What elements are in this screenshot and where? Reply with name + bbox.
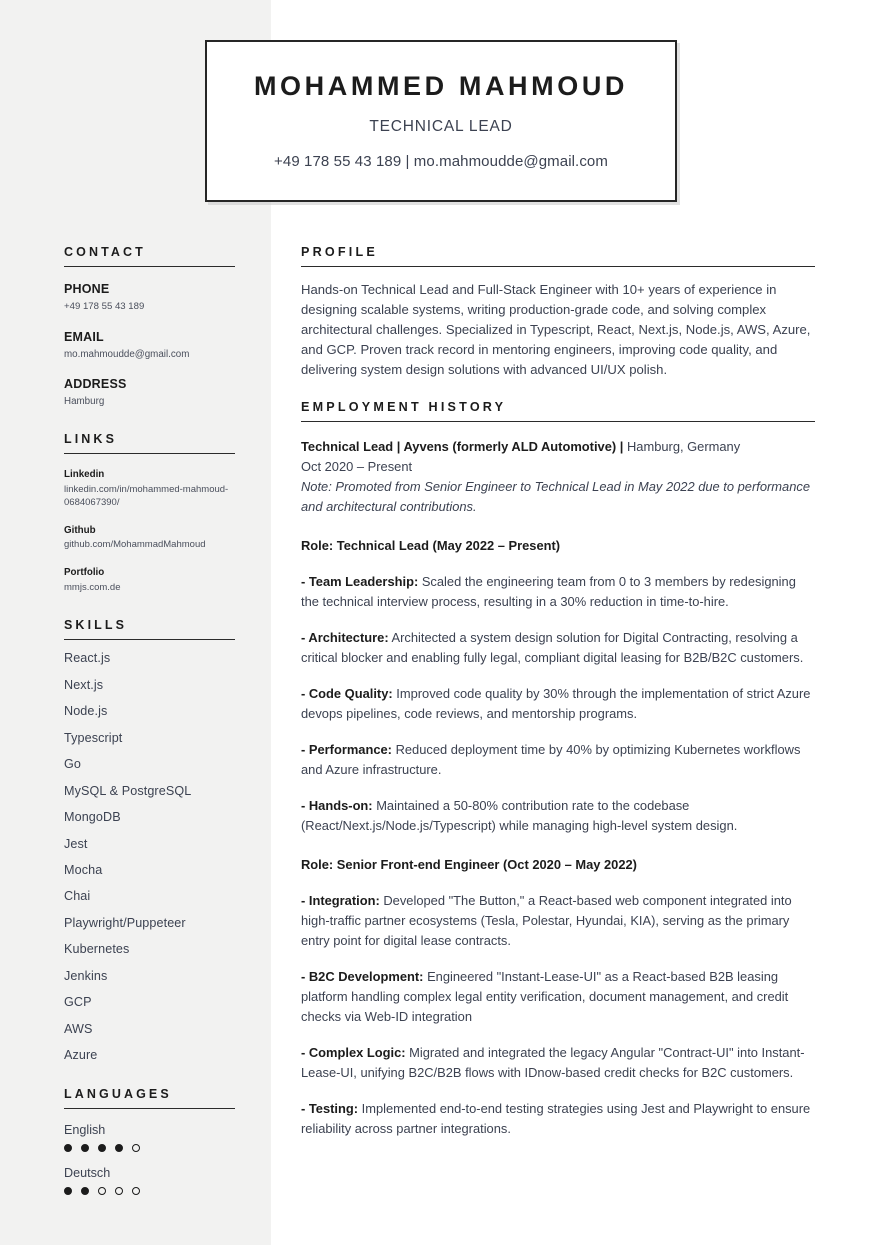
job-bullet: - Hands-on: Maintained a 50-80% contribution rate to the codebase (React/Next.js/Node.js/Typescript) while managing high-level system design. — [301, 798, 738, 834]
contact-field-value: Hamburg — [64, 396, 105, 408]
employment-divider — [301, 421, 815, 422]
job-bullet-label: - Code Quality: — [301, 686, 393, 702]
link-url[interactable]: linkedin.com/in/mohammed-mahmoud-0684067390/ — [64, 483, 229, 509]
job-bullet-label: - Testing: — [301, 1101, 359, 1117]
contact-field — [64, 280, 244, 315]
contact-fields — [64, 280, 244, 410]
job-bullet-label: - Team Leadership: — [301, 574, 419, 590]
dot-filled-icon — [64, 1144, 72, 1152]
contact-field — [64, 375, 244, 410]
job-bullet: - Integration: Developed "The Button," a React-based web component integrated into high-traffic partner ecosystems (Tesla, Polestar, Hyundai, KIA), serving as the primary entry point for digital lease contracts. — [301, 893, 792, 949]
job-title-bold: Technical Lead | Ayvens (formerly ALD Automotive) | — [301, 439, 624, 455]
contact-divider — [64, 266, 235, 267]
job-bullet: - Code Quality: Improved code quality by 30% through the implementation of strict Azure devops pipelines, code reviews, and mentorship programs. — [301, 686, 811, 722]
links-divider — [64, 453, 235, 454]
contact-field-label: ADDRESS — [64, 377, 127, 392]
employment-body — [301, 437, 815, 1139]
contact-field-value: mo.mahmoudde@gmail.com — [64, 348, 190, 360]
skill-item: Jest — [64, 836, 88, 851]
link-label: Linkedin — [64, 469, 105, 481]
job-bullet: - Performance: Reduced deployment time by 40% by optimizing Kubernetes workflows and Azure infrastructure. — [301, 742, 801, 778]
link-item[interactable] — [64, 468, 244, 510]
main-column — [301, 245, 815, 1139]
links-heading: LINKS — [64, 432, 117, 447]
languages-heading: LANGUAGES — [64, 1087, 172, 1102]
link-url[interactable]: github.com/MohammadMahmoud — [64, 539, 206, 551]
role-title: Role: Senior Front-end Engineer (Oct 2020 – May 2022) — [301, 857, 637, 873]
language-item — [64, 1166, 244, 1195]
job-bullet: - Team Leadership: Scaled the engineering team from 0 to 3 members by redesigning the technical interview process, resulting in a 30% reduction in time-to-hire. — [301, 574, 796, 610]
links-section — [64, 432, 244, 594]
skill-item: Mocha — [64, 862, 103, 877]
job-bullet-label: - Complex Logic: — [301, 1045, 406, 1061]
skill-item: MongoDB — [64, 810, 121, 825]
languages-list — [64, 1123, 244, 1195]
dot-empty-icon — [115, 1187, 123, 1195]
language-name: English — [64, 1123, 106, 1138]
skill-item: Playwright/Puppeteer — [64, 915, 186, 930]
skill-item: Kubernetes — [64, 942, 130, 957]
link-label: Github — [64, 524, 96, 536]
languages-section — [64, 1087, 244, 1195]
job-bullet: - Complex Logic: Migrated and integrated the legacy Angular "Contract-UI" into Instant-Lease-UI, unifying B2C/B2B flows with IDnow-based credit checks for B2C customers. — [301, 1045, 805, 1081]
skills-list — [64, 646, 244, 1069]
job-bullet: - Testing: Implemented end-to-end testing strategies using Jest and Playwright to ensure reliability across partner integrations. — [301, 1101, 811, 1137]
skill-item: Node.js — [64, 704, 108, 719]
contact-field-label: EMAIL — [64, 329, 104, 344]
resume-header — [205, 40, 677, 202]
job-bullet-label: - Performance: — [301, 742, 392, 758]
job-bullet-label: - Hands-on: — [301, 798, 373, 814]
skill-item: Azure — [64, 1048, 98, 1062]
job-bullet-label: - Architecture: — [301, 630, 389, 646]
dot-filled-icon — [115, 1144, 123, 1152]
skill-item: Jenkins — [64, 968, 108, 983]
dot-filled-icon — [64, 1187, 72, 1195]
profile-section — [301, 245, 815, 379]
link-item[interactable] — [64, 524, 244, 552]
skills-divider — [64, 639, 235, 640]
link-label: Portfolio — [64, 566, 105, 578]
job-bullet: - Architecture: Architected a system design solution for Digital Contracting, resolving a critical blocker and enabling fully legal, compliant digital leasing for B2B/B2C customers. — [301, 630, 804, 666]
dot-empty-icon — [132, 1187, 140, 1195]
languages-divider — [64, 1108, 235, 1109]
job-note: Note: Promoted from Senior Engineer to Technical Lead in May 2022 due to performance and architectural contributions. — [301, 479, 810, 515]
skill-item: React.js — [64, 651, 111, 666]
language-name: Deutsch — [64, 1166, 111, 1181]
contact-field-label: PHONE — [64, 282, 110, 296]
contact-section — [64, 245, 244, 410]
sidebar — [64, 245, 244, 1199]
skills-section — [64, 618, 244, 1069]
language-level-dots — [64, 1187, 244, 1195]
links-list — [64, 468, 244, 594]
dot-filled-icon — [81, 1187, 89, 1195]
skill-item: Typescript — [64, 730, 123, 745]
contact-field-value: +49 178 55 43 189 — [64, 301, 145, 313]
dot-empty-icon — [132, 1144, 140, 1152]
skill-item: Go — [64, 757, 81, 772]
role-title: Role: Technical Lead (May 2022 – Present) — [301, 538, 561, 554]
profile-heading: PROFILE — [301, 245, 378, 259]
spacer — [301, 379, 815, 400]
skill-item: GCP — [64, 995, 92, 1010]
skill-item: MySQL & PostgreSQL — [64, 783, 192, 798]
header-contact-line: +49 178 55 43 189 | mo.mahmoudde@gmail.com — [274, 152, 608, 170]
contact-heading: CONTACT — [64, 245, 146, 259]
profile-text: Hands-on Technical Lead and Full-Stack Engineer with 10+ years of experience in designing scalable systems, writing production-grade code, and solving complex architectural challenges. Specialized in Typescript, React, Next.js, Node.js, AWS, Azure, and GCP. Proven track record in mentoring engineers, improving code quality, and delivering system design solutions with advanced UI/UX polish. — [301, 282, 811, 377]
job-bullet-label: - Integration: — [301, 893, 380, 909]
language-level-dots — [64, 1144, 244, 1152]
skills-heading: SKILLS — [64, 618, 128, 633]
job-dates: Oct 2020 – Present — [301, 459, 413, 475]
link-item[interactable] — [64, 566, 244, 594]
job-bullet-label: - B2C Development: — [301, 969, 424, 985]
employment-section — [301, 400, 815, 1139]
employment-heading: EMPLOYMENT HISTORY — [301, 400, 507, 415]
link-url[interactable]: mmjs.com.de — [64, 581, 121, 593]
job-entry — [301, 437, 815, 517]
job-bullet: - B2C Development: Engineered "Instant-Lease-UI" as a React-based B2B leasing platform handling complex legal entity verification, document management, and credit checks via Web-ID integration — [301, 969, 789, 1025]
language-item — [64, 1123, 244, 1152]
profile-divider — [301, 266, 815, 267]
page-title: MOHAMMED MAHMOUD — [253, 71, 629, 102]
skill-item: Next.js — [64, 677, 104, 692]
contact-field — [64, 328, 244, 363]
dot-filled-icon — [98, 1144, 106, 1152]
header-job-title: TECHNICAL LEAD — [369, 117, 513, 135]
dot-empty-icon — [98, 1187, 106, 1195]
skill-item: Chai — [64, 889, 91, 904]
job-title-line: Technical Lead | Ayvens (formerly ALD Automotive) | Hamburg, Germany — [301, 439, 741, 455]
skill-item: AWS — [64, 1021, 93, 1036]
dot-filled-icon — [81, 1144, 89, 1152]
